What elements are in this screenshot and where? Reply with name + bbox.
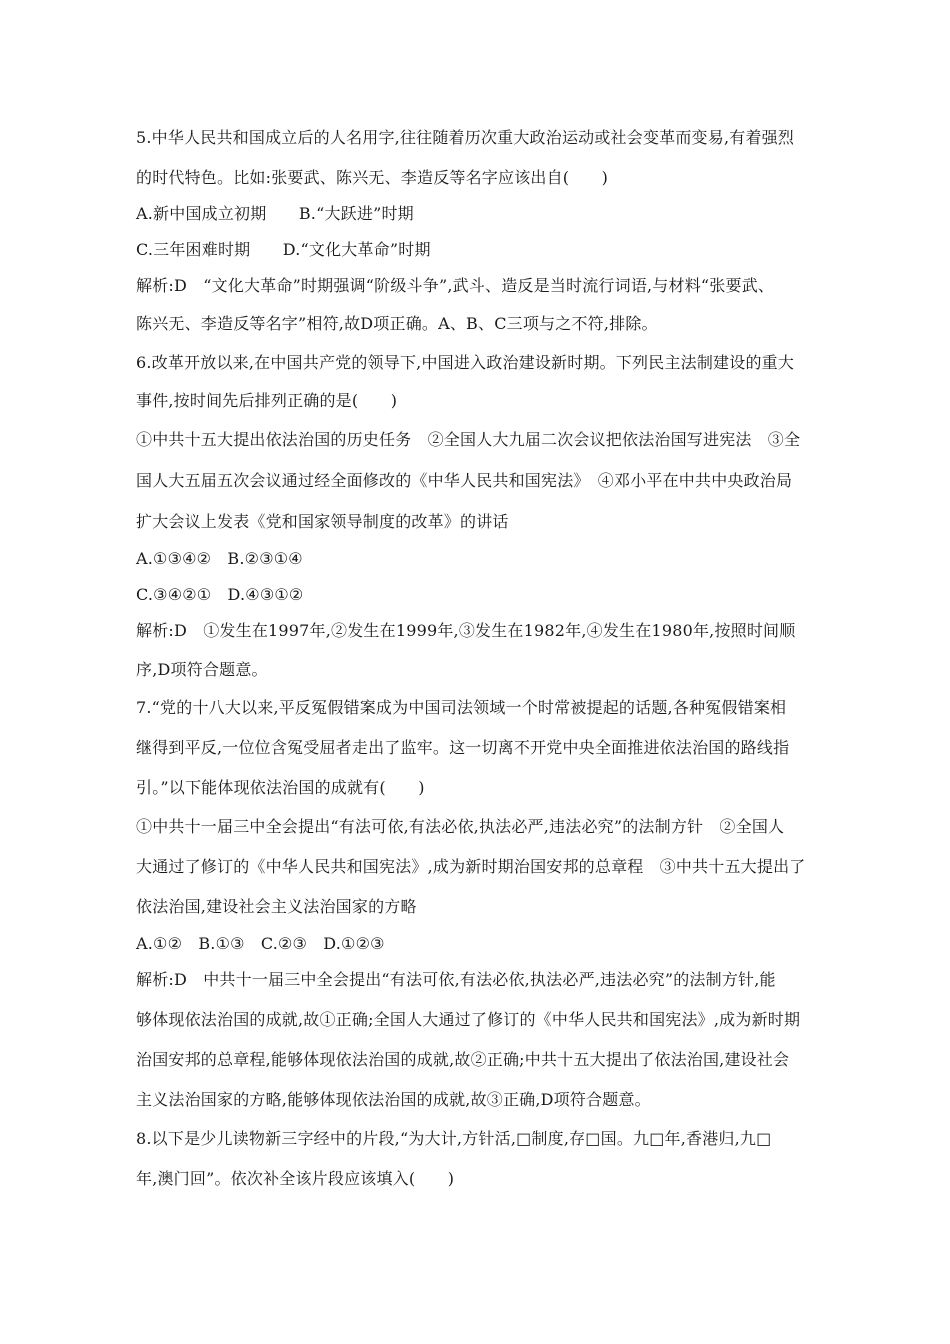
q6-options-line1: A.①③④② B.②③①④ [136, 549, 303, 568]
q5-analysis-line1: 解析:D “文化大革命”时期强调“阶级斗争”,武斗、造反是当时流行词语,与材料“张要武、 [136, 276, 775, 295]
q6-options-line2: C.③④②① D.④③①② [136, 585, 304, 604]
q7-stem-line2: 继得到平反,一位位含冤受屈者走出了监牢。这一切离不开党中央全面推进依法治国的路线指 [136, 738, 790, 757]
q6-stem-line2: 事件,按时间先后排列正确的是( ) [136, 391, 398, 410]
q8-stem-line1: 8.以下是少儿读物新三字经中的片段,“为大计,方针活,□制度,存□国。九□年,香港归,九□ [136, 1129, 772, 1148]
q6-analysis-line1: 解析:D ①发生在1997年,②发生在1999年,③发生在1982年,④发生在1980年,按照时间顺 [136, 621, 796, 640]
q7-stem-line3: 引。”以下能体现依法治国的成就有( ) [136, 778, 425, 797]
q6-analysis-line2: 序,D项符合题意。 [136, 660, 268, 679]
q5-options-line1: A.新中国成立初期 B.“大跃进”时期 [136, 204, 414, 223]
q7-analysis-line2: 够体现依法治国的成就,故①正确;全国人大通过了修订的《中华人民共和国宪法》,成为新时期 [136, 1010, 801, 1029]
q5-stem-line2: 的时代特色。比如:张要武、陈兴无、李造反等名字应该出自( ) [136, 168, 609, 187]
q5-options-line2: C.三年困难时期 D.“文化大革命”时期 [136, 240, 431, 259]
q7-stem-line1: 7.“党的十八大以来,平反冤假错案成为中国司法领域一个时常被提起的话题,各种冤假错案相 [136, 698, 787, 717]
q6-items-line3: 扩大会议上发表《党和国家领导制度的改革》的讲话 [136, 512, 509, 531]
q7-analysis-line4: 主义法治国家的方略,能够体现依法治国的成就,故③正确,D项符合题意。 [136, 1090, 651, 1109]
q5-analysis-line2: 陈兴无、李造反等名字”相符,故D项正确。A、B、C三项与之不符,排除。 [136, 314, 658, 333]
q7-analysis-line1: 解析:D 中共十一届三中全会提出“有法可依,有法必依,执法必严,违法必究”的法制方针,能 [136, 970, 776, 989]
q7-items-line2: 大通过了修订的《中华人民共和国宪法》,成为新时期治国安邦的总章程 ③中共十五大提出了 [136, 857, 806, 876]
q7-analysis-line3: 治国安邦的总章程,能够体现依法治国的成就,故②正确;中共十五大提出了依法治国,建设社会 [136, 1050, 790, 1069]
q7-items-line3: 依法治国,建设社会主义法治国家的方略 [136, 897, 417, 916]
q6-items-line2: 国人大五届五次会议通过经全面修改的《中华人民共和国宪法》 ④邓小平在中共中央政治局 [136, 471, 793, 490]
q8-stem-line2: 年,澳门回”。依次补全该片段应该填入( ) [136, 1169, 455, 1188]
q5-stem-line1: 5.中华人民共和国成立后的人名用字,往往随着历次重大政治运动或社会变革而变易,有着强烈 [136, 128, 795, 147]
q7-items-line1: ①中共十一届三中全会提出“有法可依,有法必依,执法必严,违法必究”的法制方针 ②全国人 [136, 817, 785, 836]
q7-options-line1: A.①② B.①③ C.②③ D.①②③ [136, 934, 385, 953]
q6-stem-line1: 6.改革开放以来,在中国共产党的领导下,中国进入政治建设新时期。下列民主法制建设的重大 [136, 353, 795, 372]
q6-items-line1: ①中共十五大提出依法治国的历史任务 ②全国人大九届二次会议把依法治国写进宪法 ③全 [136, 430, 801, 449]
